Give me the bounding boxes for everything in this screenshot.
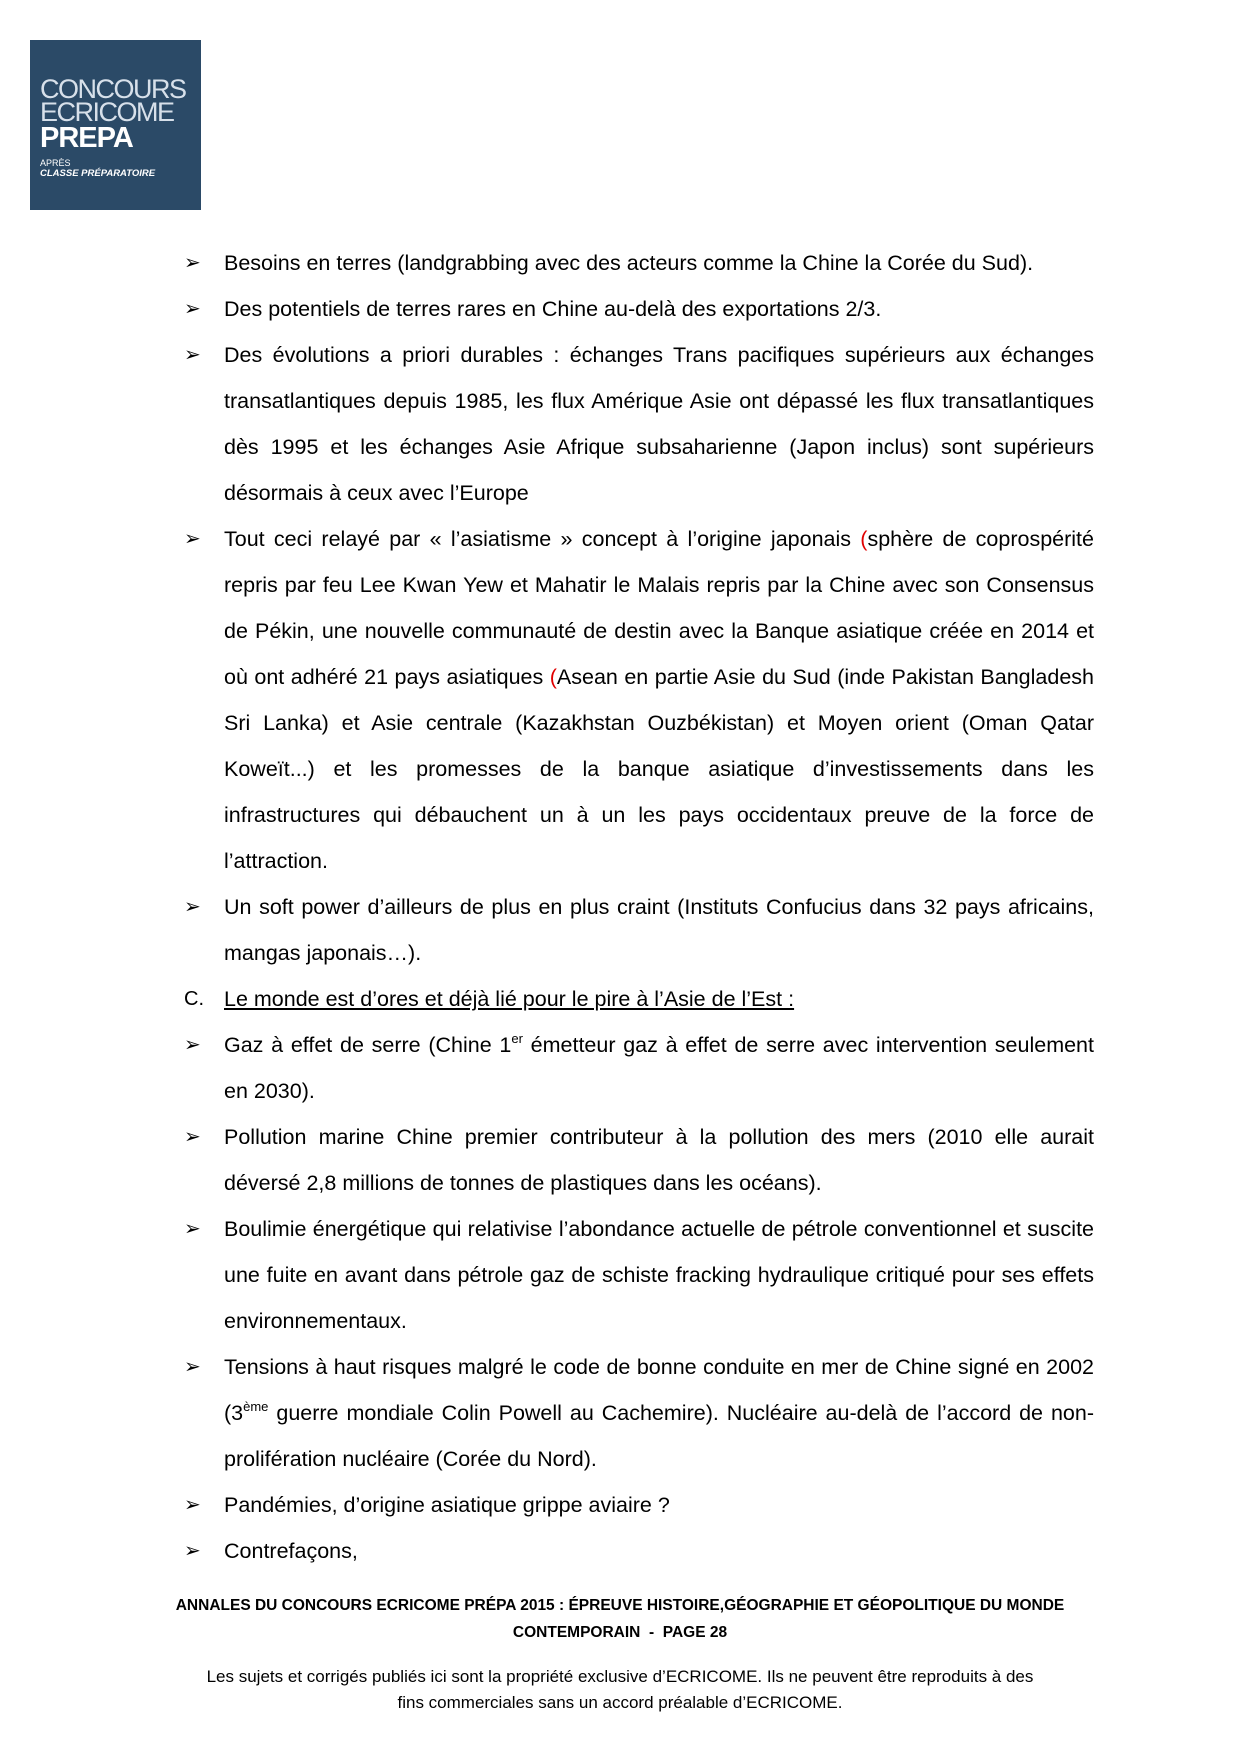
bullet-text-part: sphère de coprospérité repris par feu Lee Kwan Yew et Mahatir le Malais repris par la Chine avec son Consensus de Pékin, une nouvelle communauté de destin avec la Banque asiatique créée en 2014 et où ont adhéré 21 pays asiatiques: [224, 527, 1094, 689]
bullet-item: [184, 1022, 1094, 1114]
bullet-text: Pandémies, d’origine asiatique grippe aviaire ?: [224, 1493, 670, 1517]
bullet-item: [184, 884, 1094, 976]
bullet-text-cont: émetteur gaz à effet de serre avec intervention seulement en 2030).: [224, 1033, 1094, 1103]
bullet-item: [184, 240, 1094, 286]
logo-line-classe: CLASSE PRÉPARATOIRE: [40, 168, 156, 179]
bullet-arrow-icon: ➢: [184, 896, 201, 918]
superscript: ème: [243, 1399, 269, 1414]
bullet-text: Des évolutions a priori durables : échanges Trans pacifiques supérieurs aux échanges transatlantiques depuis 1985, les flux Amérique Asie ont dépassé les flux transatlantiques dès 1995 et les échanges Asie Afrique subsaharienne (Japon inclus) sont supérieurs désormais à ceux avec l’Europe: [224, 343, 1094, 505]
document-body: [184, 240, 1094, 1574]
notice-line-2: fins commerciales sans un accord préalable d’ECRICOME.: [397, 1693, 843, 1712]
bullet-text-part: Tout ceci relayé par « l’asiatisme » concept à l’origine japonais: [224, 527, 861, 551]
bullet-arrow-icon: ➢: [184, 344, 201, 366]
bullet-text: Tensions à haut risques malgré le code de bonne conduite en mer de Chine signé en 2002 (3: [224, 1355, 1094, 1425]
bullet-arrow-icon: ➢: [184, 298, 201, 320]
bullet-text: Contrefaçons,: [224, 1539, 358, 1563]
section-marker: C.: [184, 988, 204, 1010]
bullet-item: [184, 332, 1094, 516]
bullet-item: [184, 1528, 1094, 1574]
copyright-notice: [0, 1664, 1240, 1716]
notice-line-1: Les sujets et corrigés publiés ici sont la propriété exclusive d’ECRICOME. Ils ne peuvent être reproduits à des: [206, 1667, 1034, 1686]
ecricome-logo: [30, 40, 201, 210]
bullet-item: [184, 1482, 1094, 1528]
bullet-text: Des potentiels de terres rares en Chine au-delà des exportations 2/3.: [224, 297, 882, 321]
bullet-item: [184, 1206, 1094, 1344]
logo-line-apres: APRÈS: [40, 158, 71, 168]
footer-line-1: ANNALES DU CONCOURS ECRICOME PRÉPA 2015 : ÉPREUVE HISTOIRE,GÉOGRAPHIE ET GÉOPOLITIQUE DU MONDE: [175, 1597, 1065, 1614]
bullet-item: [184, 516, 1094, 884]
bullet-text: Un soft power d’ailleurs de plus en plus craint (Instituts Confucius dans 32 pays africains, mangas japonais…).: [224, 895, 1094, 965]
bullet-text-part: Asean en partie Asie du Sud (inde Pakistan Bangladesh Sri Lanka) et Asie centrale (Kazakhstan Ouzbékistan) et Moyen orient (Oman Qatar Koweït...) et les promesses de la banque asiatique d’investissements dans les infrastructures qui débauchent un à un les pays occidentaux preuve de la force de l’attraction.: [224, 665, 1094, 873]
logo-line-prepa: PREPA: [40, 122, 133, 154]
red-parenthesis: (: [860, 527, 868, 551]
bullet-arrow-icon: ➢: [184, 1540, 201, 1562]
bullet-arrow-icon: ➢: [184, 1356, 201, 1378]
bullet-text: Besoins en terres (landgrabbing avec des acteurs comme la Chine la Corée du Sud).: [224, 251, 1034, 275]
bullet-text: Gaz à effet de serre (Chine 1: [224, 1033, 512, 1057]
bullet-item: [184, 286, 1094, 332]
bullet-text: Boulimie énergétique qui relativise l’abondance actuelle de pétrole conventionnel et suscite une fuite en avant dans pétrole gaz de schiste fracking hydraulique critiqué pour ses effets environnementaux.: [224, 1217, 1094, 1333]
bullet-arrow-icon: ➢: [184, 1218, 201, 1240]
bullet-arrow-icon: ➢: [184, 1126, 201, 1148]
footer-line-2: CONTEMPORAIN - PAGE 28: [512, 1624, 728, 1641]
bullet-arrow-icon: ➢: [184, 528, 201, 550]
superscript: er: [511, 1031, 523, 1046]
bullet-text: Pollution marine Chine premier contributeur à la pollution des mers (2010 elle aurait déversé 2,8 millions de tonnes de plastiques dans les océans).: [224, 1125, 1094, 1195]
red-parenthesis: (: [549, 665, 557, 689]
bullet-arrow-icon: ➢: [184, 252, 201, 274]
section-title: Le monde est d’ores et déjà lié pour le pire à l’Asie de l’Est :: [224, 987, 795, 1011]
logo-line-concours: CONCOURS: [40, 74, 186, 104]
bullet-item: [184, 1114, 1094, 1206]
bullet-arrow-icon: ➢: [184, 1494, 201, 1516]
page-footer-title: [0, 1592, 1240, 1646]
bullet-item: [184, 1344, 1094, 1482]
bullet-text-cont: guerre mondiale Colin Powell au Cachemire). Nucléaire au-delà de l’accord de non-prolifération nucléaire (Corée du Nord).: [224, 1401, 1094, 1471]
bullet-arrow-icon: ➢: [184, 1034, 201, 1056]
section-heading-c: [184, 976, 1094, 1022]
logo-line-ecricome: ECRICOME: [40, 97, 174, 127]
